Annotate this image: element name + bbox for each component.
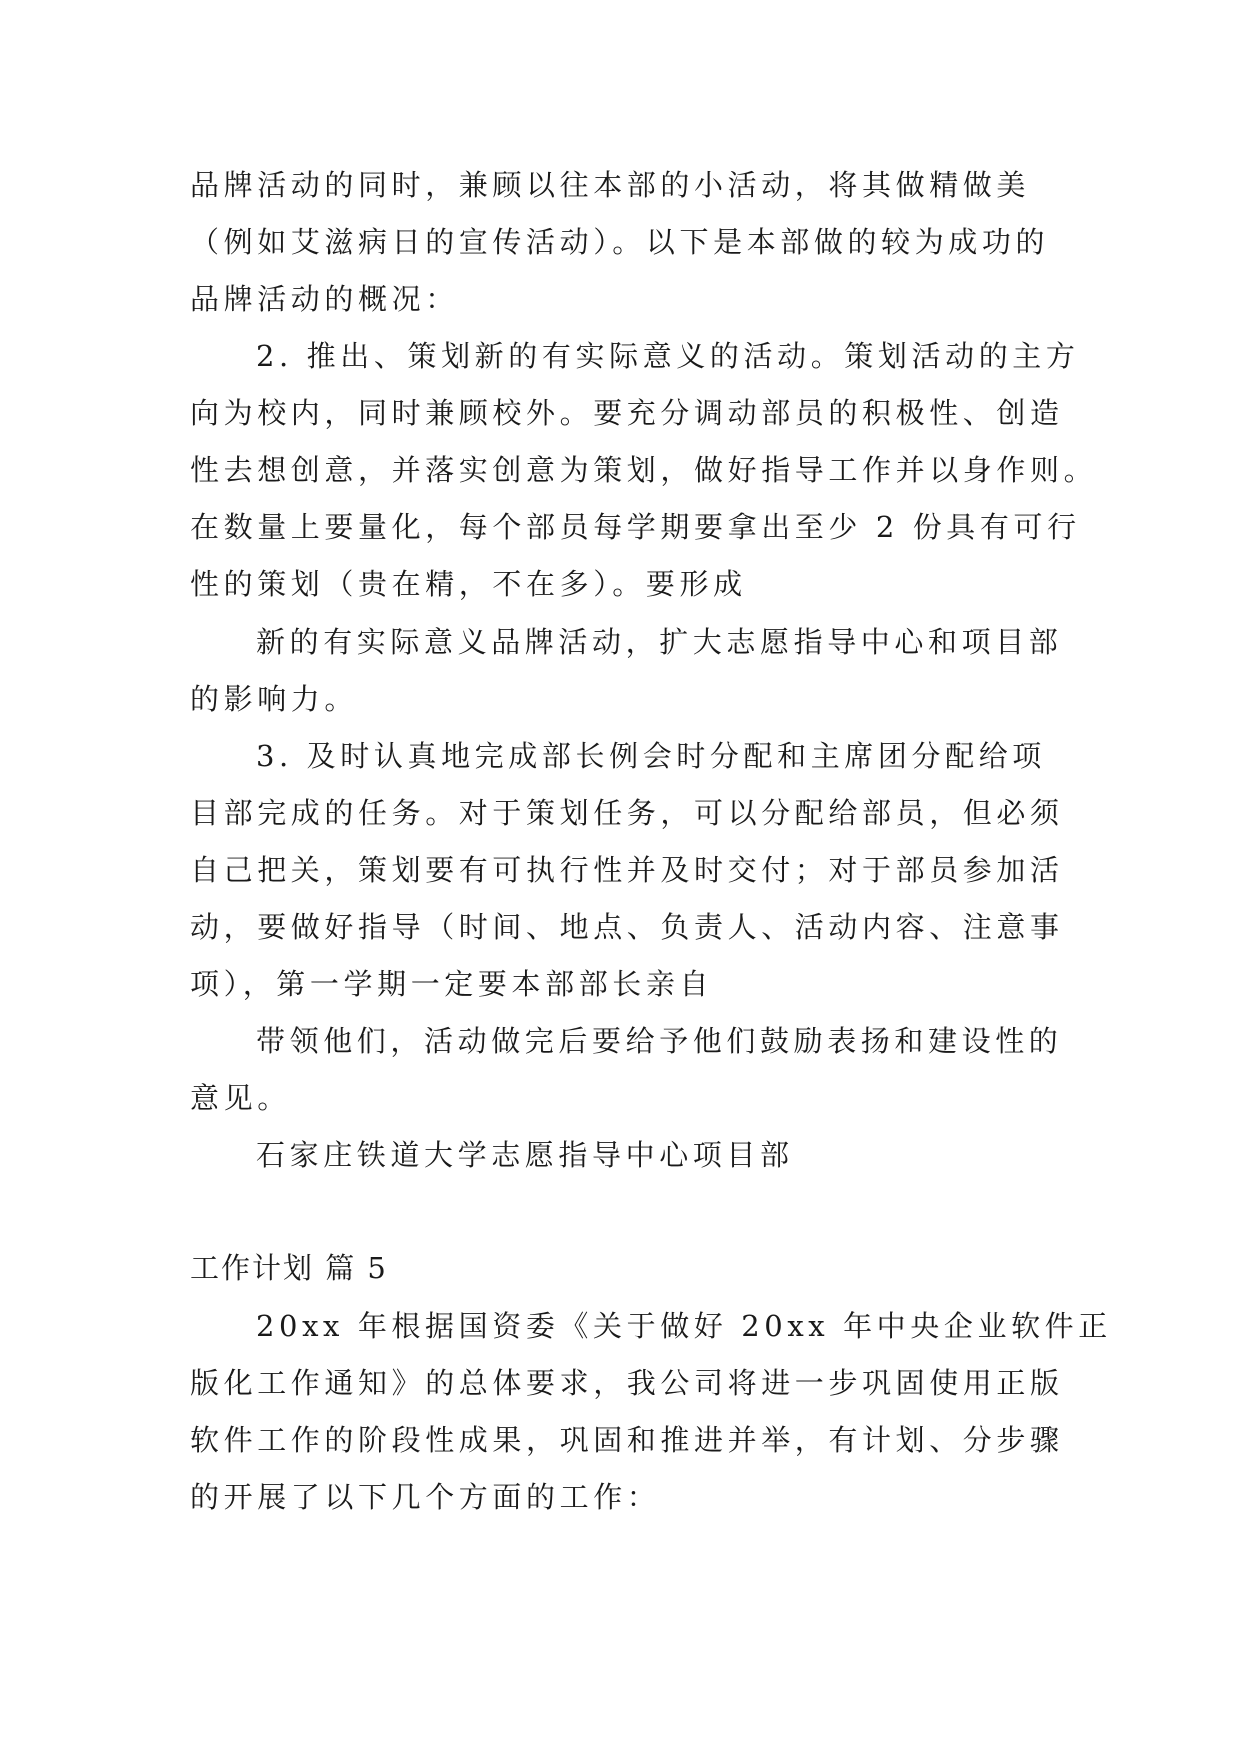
- paragraph-line: （例如艾滋病日的宣传活动）。以下是本部做的较为成功的: [190, 225, 1050, 259]
- paragraph-line: 版化工作通知》的总体要求，我公司将进一步巩固使用正版: [190, 1366, 1064, 1400]
- paragraph-line: 意见。: [190, 1081, 291, 1115]
- paragraph-line: 3. 及时认真地完成部长例会时分配和主席团分配给项: [256, 739, 1046, 773]
- paragraph-line: 品牌活动的概况：: [190, 282, 459, 316]
- paragraph-line: 目部完成的任务。对于策划任务，可以分配给部员，但必须: [190, 796, 1064, 830]
- paragraph-line: 软件工作的阶段性成果，巩固和推进并举，有计划、分步骤: [190, 1423, 1064, 1457]
- paragraph-line: 自己把关，策划要有可执行性并及时交付；对于部员参加活: [190, 853, 1064, 887]
- paragraph-line: 性的策划（贵在精，不在多）。要形成: [190, 567, 747, 601]
- paragraph-line: 2. 推出、策划新的有实际意义的活动。策划活动的主方: [256, 339, 1080, 373]
- paragraph-line: 带领他们，活动做完后要给予他们鼓励表扬和建设性的: [256, 1024, 1063, 1058]
- paragraph-line: 新的有实际意义品牌活动，扩大志愿指导中心和项目部: [256, 625, 1063, 659]
- paragraph-line: 的开展了以下几个方面的工作：: [190, 1480, 661, 1514]
- section-heading: 工作计划 篇 5: [190, 1251, 388, 1285]
- paragraph-line: 的影响力。: [190, 682, 359, 716]
- paragraph-line: 品牌活动的同时，兼顾以往本部的小活动，将其做精做美: [190, 168, 1031, 202]
- paragraph-line: 向为校内，同时兼顾校外。要充分调动部员的积极性、创造: [190, 396, 1064, 430]
- paragraph-line: 20xx 年根据国资委《关于做好 20xx 年中央企业软件正: [256, 1309, 1112, 1343]
- paragraph-line: 在数量上要量化，每个部员每学期要拿出至少 2 份具有可行: [190, 510, 1081, 544]
- paragraph-line: 动，要做好指导（时间、地点、负责人、活动内容、注意事: [190, 910, 1064, 944]
- paragraph-line: 项），第一学期一定要本部部长亲自: [190, 967, 714, 1001]
- paragraph-line: 性去想创意，并落实创意为策划，做好指导工作并以身作则。: [190, 453, 1098, 487]
- signature-line: 石家庄铁道大学志愿指导中心项目部: [256, 1138, 794, 1172]
